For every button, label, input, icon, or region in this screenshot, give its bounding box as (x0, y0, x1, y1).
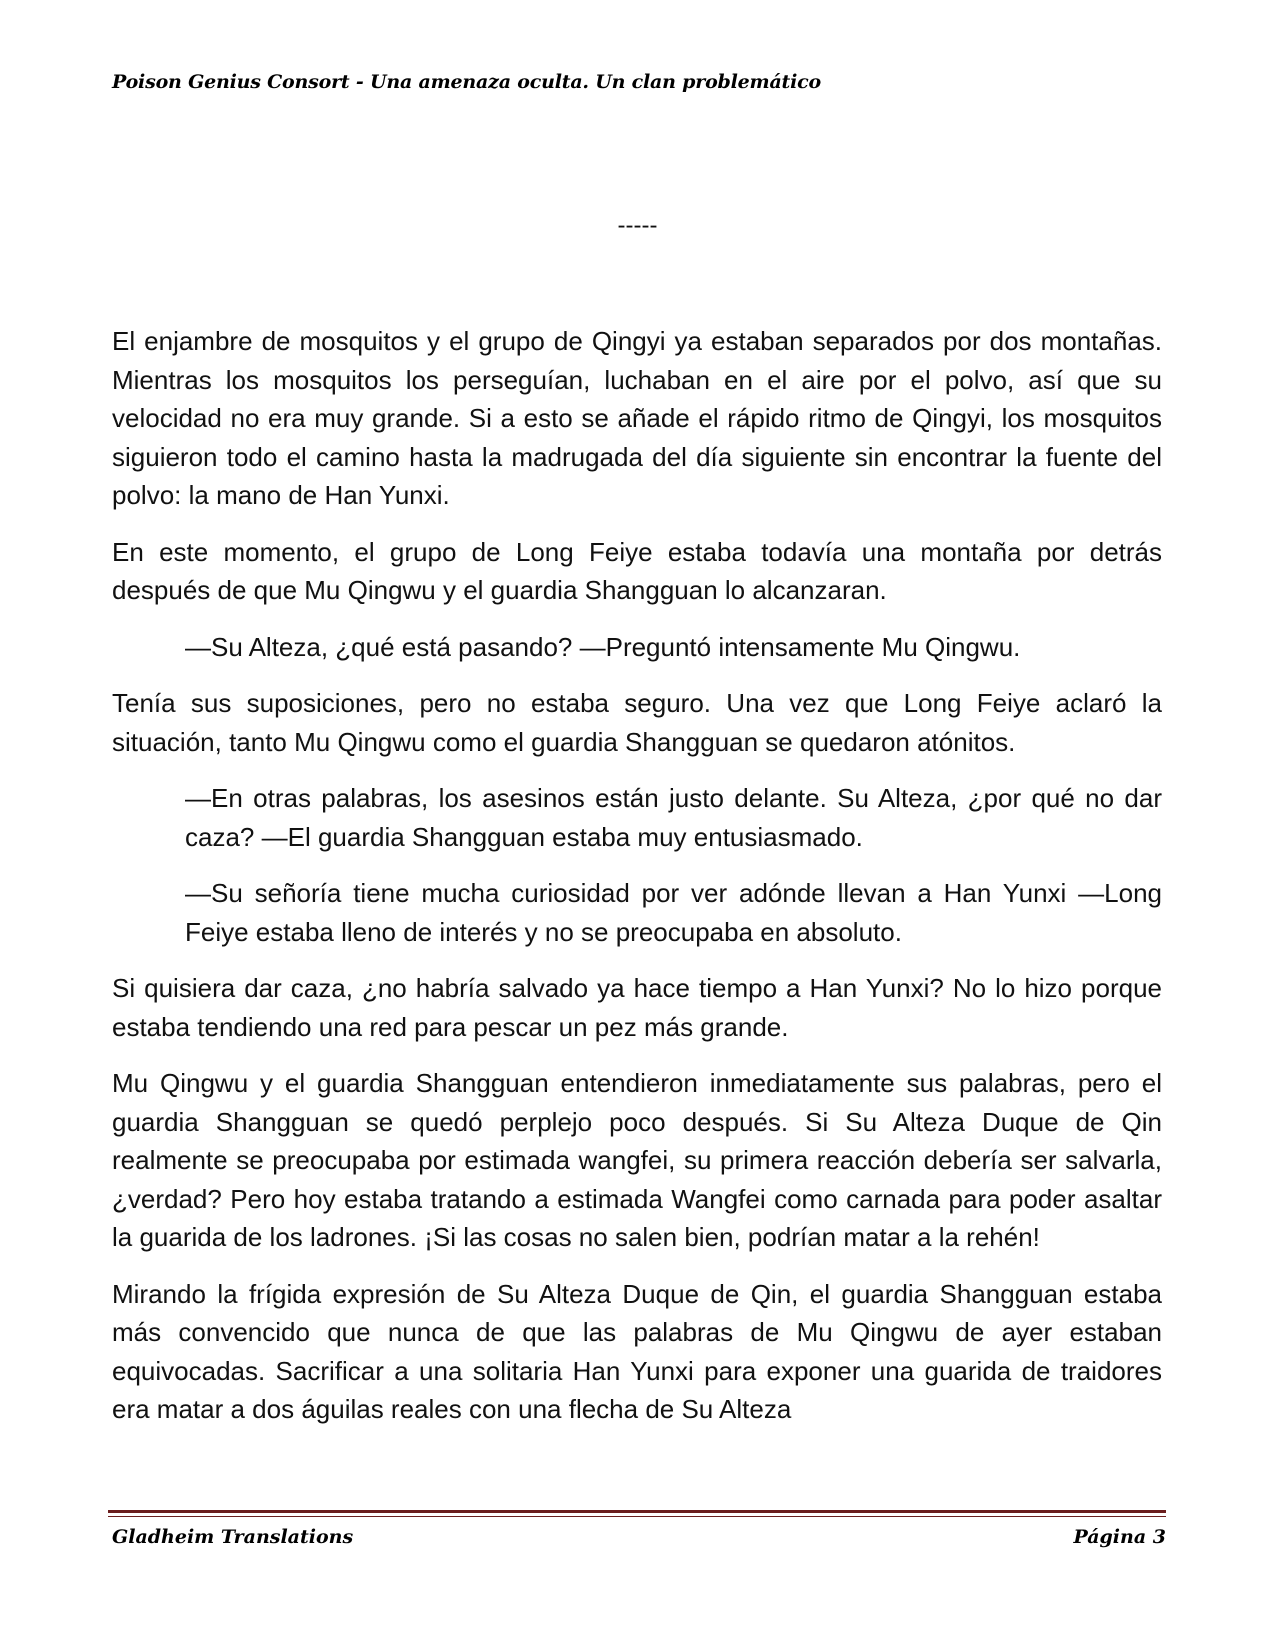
paragraph: El enjambre de mosquitos y el grupo de Qingyi ya estaban separados por dos montañas. Mientras los mosquitos los perseguían, luchaban en el aire por el polvo, así que su velocidad no era muy grande. Si a esto se añade el rápido ritmo de Qingyi, los mosquitos siguieron todo el camino hasta la madrugada del día siguiente sin encontrar la fuente del polvo: la mano de Han Yunxi. (112, 326, 1162, 510)
footer-publisher: Gladheim Translations (112, 1526, 354, 1548)
dialogue-paragraph: —Su señoría tiene mucha curiosidad por ver adónde llevan a Han Yunxi —Long Feiye estaba lleno de interés y no se preocupaba en absoluto. (185, 878, 1162, 947)
paragraph: Mirando la frígida expresión de Su Alteza Duque de Qin, el guardia Shangguan estaba más convencido que nunca de que las palabras de Mu Qingwu de ayer estaban equivocadas. Sacrificar a una solitaria Han Yunxi para exponer una guarida de traidores era matar a dos águilas reales con una flecha de Su Alteza (112, 1278, 1162, 1424)
paragraph: Mu Qingwu y el guardia Shangguan entendieron inmediatamente sus palabras, pero el guardia Shangguan se quedó perplejo poco después. Si Su Alteza Duque de Qin realmente se preocupaba por estimada wangfei, su primera reacción debería ser salvarla, ¿verdad? Pero hoy estaba tratando a estimada Wangfei como carnada para poder asaltar la guarida de los ladrones. ¡Si las cosas no salen bien, podrían matar a la rehén! (112, 1068, 1162, 1252)
paragraph: Tenía sus suposiciones, pero no estaba seguro. Una vez que Long Feiye aclaró la situación, tanto Mu Qingwu como el guardia Shangguan se quedaron atónitos. (112, 688, 1162, 757)
body-text (112, 322, 1162, 1447)
running-header: Poison Genius Consort - Una amenaza oculta. Un clan problemático (112, 71, 821, 93)
paragraph: Si quisiera dar caza, ¿no habría salvado ya hace tiempo a Han Yunxi? No lo hizo porque estaba tendiendo una red para pescar un pez más grande. (112, 973, 1162, 1042)
dialogue-paragraph: —Su Alteza, ¿qué está pasando? —Preguntó intensamente Mu Qingwu. (185, 631, 1021, 662)
dialogue-paragraph: —En otras palabras, los asesinos están justo delante. Su Alteza, ¿por qué no dar caza? —El guardia Shangguan estaba muy entusiasmado. (185, 783, 1162, 852)
scene-separator: ----- (617, 212, 658, 239)
footer-rule (108, 1510, 1166, 1513)
paragraph: En este momento, el grupo de Long Feiye estaba todavía una montaña por detrás después de que Mu Qingwu y el guardia Shangguan lo alcanzaran. (112, 536, 1162, 605)
footer-rule-thin (108, 1516, 1166, 1517)
footer-page-number: Página 3 (1073, 1526, 1166, 1548)
